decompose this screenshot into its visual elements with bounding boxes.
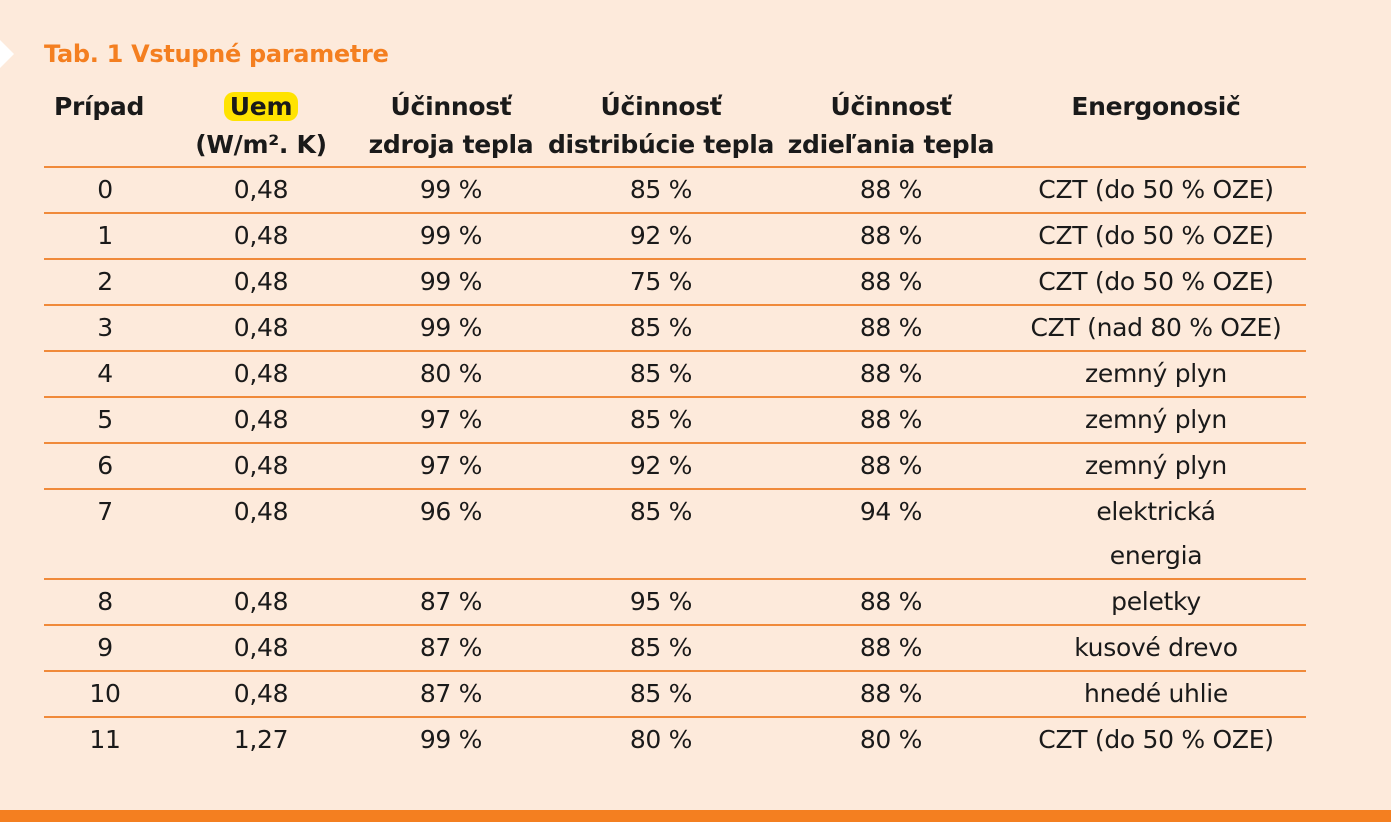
table-row — [44, 259, 1306, 305]
cell-pripad: 4 — [44, 351, 166, 397]
bottom-accent-bar — [0, 810, 1391, 822]
parameters-table — [44, 84, 1306, 762]
cell-pripad: 5 — [44, 397, 166, 443]
cell-zdroj: 99 % — [356, 213, 546, 259]
table-row — [44, 717, 1306, 762]
cell-zdroj: 99 % — [356, 259, 546, 305]
cell-zdroj: 99 % — [356, 717, 546, 762]
table-row — [44, 489, 1306, 579]
table-row — [44, 443, 1306, 489]
cell-uem: 0,48 — [166, 671, 356, 717]
header-pripad: Prípad — [54, 92, 145, 121]
cell-pripad: 7 — [44, 489, 166, 579]
cell-energonosic: zemný plyn — [1006, 397, 1306, 443]
table-row — [44, 351, 1306, 397]
cell-energonosic: zemný plyn — [1006, 443, 1306, 489]
cell-energonosic: CZT (nad 80 % OZE) — [1006, 305, 1306, 351]
cell-pripad: 9 — [44, 625, 166, 671]
cell-energonosic: hnedé uhlie — [1006, 671, 1306, 717]
cell-zdielanie: 88 % — [776, 305, 1006, 351]
cell-energonosic: peletky — [1006, 579, 1306, 625]
cell-zdielanie: 88 % — [776, 259, 1006, 305]
cell-uem: 0,48 — [166, 397, 356, 443]
cell-energonosic: CZT (do 50 % OZE) — [1006, 717, 1306, 762]
cell-energonosic: CZT (do 50 % OZE) — [1006, 167, 1306, 213]
cell-pripad: 2 — [44, 259, 166, 305]
table-row — [44, 167, 1306, 213]
cell-uem: 0,48 — [166, 351, 356, 397]
cell-energonosic: CZT (do 50 % OZE) — [1006, 213, 1306, 259]
header-distribucia: Účinnosť distribúcie tepla — [547, 92, 775, 159]
cell-energonosic-text: elektrická energia — [1096, 497, 1216, 570]
cell-pripad: 10 — [44, 671, 166, 717]
table-row — [44, 579, 1306, 625]
cell-distribucia: 92 % — [546, 213, 776, 259]
cell-zdroj: 97 % — [356, 443, 546, 489]
cell-distribucia: 85 % — [546, 625, 776, 671]
cell-pripad: 0 — [44, 167, 166, 213]
cell-zdroj: 87 % — [356, 579, 546, 625]
cell-uem: 0,48 — [166, 305, 356, 351]
cell-energonosic: kusové drevo — [1006, 625, 1306, 671]
cell-zdroj: 97 % — [356, 397, 546, 443]
cell-distribucia: 85 % — [546, 397, 776, 443]
header-uem-highlight: Uem — [224, 92, 298, 121]
cell-energonosic — [1006, 489, 1306, 579]
table-row — [44, 671, 1306, 717]
table-caption: Tab. 1 Vstupné parametre — [44, 40, 389, 68]
cell-pripad: 6 — [44, 443, 166, 489]
cell-zdielanie: 80 % — [776, 717, 1006, 762]
cell-pripad: 3 — [44, 305, 166, 351]
cell-distribucia: 85 % — [546, 351, 776, 397]
cell-pripad: 11 — [44, 717, 166, 762]
cell-distribucia: 85 % — [546, 167, 776, 213]
cell-zdielanie: 88 % — [776, 625, 1006, 671]
cell-distribucia: 80 % — [546, 717, 776, 762]
section-marker — [0, 40, 14, 68]
cell-energonosic: CZT (do 50 % OZE) — [1006, 259, 1306, 305]
cell-uem: 0,48 — [166, 167, 356, 213]
header-uem: Uem (W/m². K) — [195, 92, 327, 159]
table-row — [44, 305, 1306, 351]
table-row — [44, 213, 1306, 259]
cell-distribucia: 85 % — [546, 305, 776, 351]
cell-zdielanie: 88 % — [776, 671, 1006, 717]
cell-zdielanie: 88 % — [776, 397, 1006, 443]
cell-uem: 0,48 — [166, 443, 356, 489]
cell-uem: 0,48 — [166, 259, 356, 305]
header-energonosic: Energonosič — [1071, 92, 1241, 121]
cell-uem: 1,27 — [166, 717, 356, 762]
cell-pripad: 1 — [44, 213, 166, 259]
header-zdroj: Účinnosť zdroja tepla — [368, 92, 534, 159]
cell-pripad: 8 — [44, 579, 166, 625]
table-header-row — [44, 84, 1306, 167]
cell-uem: 0,48 — [166, 489, 356, 579]
table-row — [44, 397, 1306, 443]
cell-zdielanie: 88 % — [776, 443, 1006, 489]
cell-zdroj: 87 % — [356, 625, 546, 671]
cell-zdroj: 99 % — [356, 167, 546, 213]
cell-zdielanie: 88 % — [776, 579, 1006, 625]
cell-zdroj: 96 % — [356, 489, 546, 579]
cell-uem: 0,48 — [166, 213, 356, 259]
cell-zdroj: 99 % — [356, 305, 546, 351]
header-zdielanie: Účinnosť zdieľania tepla — [787, 92, 995, 159]
cell-zdroj: 87 % — [356, 671, 546, 717]
cell-distribucia: 92 % — [546, 443, 776, 489]
cell-distribucia: 85 % — [546, 671, 776, 717]
table-row — [44, 625, 1306, 671]
cell-zdielanie: 88 % — [776, 351, 1006, 397]
cell-distribucia: 75 % — [546, 259, 776, 305]
cell-zdielanie: 94 % — [776, 489, 1006, 579]
cell-zdielanie: 88 % — [776, 213, 1006, 259]
cell-uem: 0,48 — [166, 579, 356, 625]
cell-distribucia: 95 % — [546, 579, 776, 625]
cell-distribucia: 85 % — [546, 489, 776, 579]
cell-zdroj: 80 % — [356, 351, 546, 397]
cell-uem: 0,48 — [166, 625, 356, 671]
cell-zdielanie: 88 % — [776, 167, 1006, 213]
cell-energonosic: zemný plyn — [1006, 351, 1306, 397]
